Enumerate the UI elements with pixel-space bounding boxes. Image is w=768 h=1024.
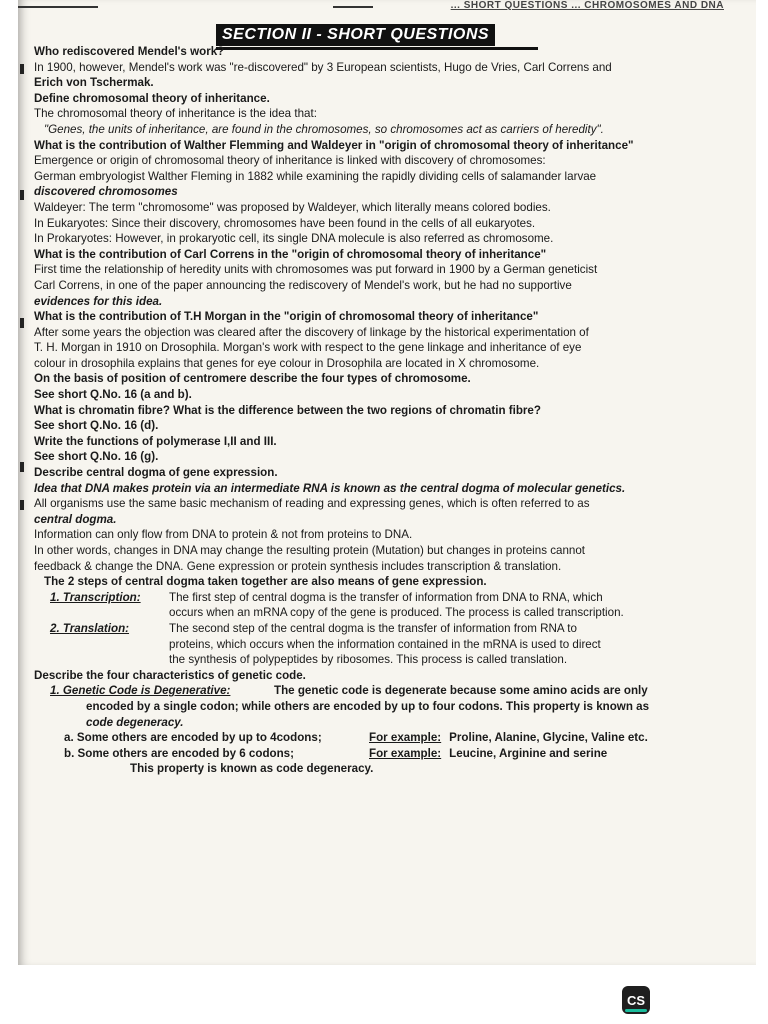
answer-line: German embryologist Walther Fleming in 1882 while examining the rapidly dividing cells of salamander larvae (34, 169, 597, 183)
step-text: The first step of central dogma is the transfer of information from DNA to RNA, which (169, 590, 603, 604)
question: Define chromosomal theory of inheritance. (34, 91, 270, 105)
answer-line: In Eukaryotes: Since their discovery, chromosomes have been found in the cells of all eukaryotes. (34, 216, 536, 230)
margin-mark (20, 64, 24, 74)
step-text: proteins, which occurs when the information contained in the mRNA is used to direct (169, 637, 601, 651)
step-translation (34, 621, 750, 668)
answer-line: In Prokaryotes: However, in prokaryotic cell, its single DNA molecule is also referred as chromosome. (34, 232, 554, 246)
content (34, 44, 750, 777)
answer-line: First time the relationship of heredity units with chromosomes was put forward in 1900 by a German geneticist (34, 263, 598, 277)
question: Write the functions of polymerase I,II and III. (34, 434, 277, 448)
step-label: 2. Translation: (50, 621, 130, 635)
example-text: b. Some others are encoded by 6 codons; (64, 746, 294, 760)
answer-line: T. H. Morgan in 1910 on Drosophila. Morgan's work with respect to the gene linkage and inheritance of eye (34, 341, 582, 355)
question: Describe central dogma of gene expression. (34, 466, 278, 480)
answer-line: Waldeyer: The term "chromosome" was proposed by Waldeyer, which literally means colored bodies. (34, 200, 551, 214)
qa-lines (34, 44, 750, 590)
answer-line: Idea that DNA makes protein via an intermediate RNA is known as the central dogma of molecular genetics. (34, 481, 626, 495)
question: What is chromatin fibre? What is the difference between the two regions of chromatin fibre? (34, 403, 541, 417)
answer-line: In 1900, however, Mendel's work was "re-discovered" by 3 European scientists, Hugo de Vries, Carl Correns and (34, 60, 612, 74)
question: What is the contribution of Walther Flemming and Waldeyer in "origin of chromosomal theory of inheritance" (34, 138, 634, 152)
margin-mark (20, 462, 24, 472)
answer-line: See short Q.No. 16 (a and b). (34, 388, 192, 402)
logo-accent (625, 1009, 647, 1012)
answer-line: Carl Correns, in one of the paper announcing the rediscovery of Mendel's work, but he had no supportive (34, 278, 572, 292)
step-text: the synthesis of polypeptides by ribosomes. This process is called translation. (169, 653, 568, 667)
code-text: code degeneracy. (86, 715, 184, 729)
margin-mark (20, 318, 24, 328)
answer-line: In other words, changes in DNA may change the resulting protein (Mutation) but changes in proteins cannot (34, 544, 586, 557)
section-title: SECTION II - SHORT QUESTIONS (216, 24, 495, 46)
question: What is the contribution of Carl Correns in the "origin of chromosomal theory of inheritance" (34, 247, 547, 261)
step-text: The second step of the central dogma is the transfer of information from RNA to (169, 621, 577, 635)
answer-line: feedback & change the DNA. Gene expression or protein synthesis includes transcription & translation. (34, 559, 562, 573)
example-value: Leucine, Arginine and serine (449, 746, 608, 760)
example-row (34, 730, 750, 746)
scanned-page (18, 0, 756, 965)
answer-line: discovered chromosomes (34, 185, 178, 199)
example-row (34, 746, 750, 762)
question: What is the contribution of T.H Morgan in the "origin of chromosomal theory of inheritance" (34, 310, 539, 324)
answer-line: All organisms use the same basic mechanism of reading and expressing genes, which is often referred to as (34, 497, 590, 511)
question: On the basis of position of centromere describe the four types of chromosome. (34, 372, 471, 386)
answer-line: The 2 steps of central dogma taken together are also means of gene expression. (44, 575, 487, 589)
answer-line: Erich von Tschermak. (34, 76, 154, 90)
answer-line: See short Q.No. 16 (g). (34, 450, 159, 464)
example-text: a. Some others are encoded by up to 4codons; (64, 731, 322, 745)
question: Who rediscovered Mendel's work? (34, 45, 225, 58)
final-line: This property is known as code degeneracy. (130, 762, 374, 776)
running-header: ... SHORT QUESTIONS ... CHROMOSOMES AND DNA (450, 0, 724, 11)
step-label: 1. Transcription: (50, 590, 141, 604)
answer-line: Emergence or origin of chromosomal theory of inheritance is linked with discovery of chromosomes: (34, 154, 546, 168)
code-label: 1. Genetic Code is Degenerative: (50, 684, 231, 698)
code-text: The genetic code is degenerate because some amino acids are only (274, 684, 648, 698)
answer-line: See short Q.No. 16 (d). (34, 419, 159, 433)
example-label: For example: (369, 731, 442, 745)
top-rule-left (18, 6, 98, 8)
margin-mark (20, 500, 24, 510)
answer-line: After some years the objection was cleared after the discovery of linkage by the historical experimentation of (34, 325, 589, 339)
answer-line: The chromosomal theory of inheritance is the idea that: (34, 107, 317, 121)
answer-line: central dogma. (34, 512, 117, 526)
camscanner-logo: CS (622, 986, 650, 1014)
answer-line: "Genes, the units of inheritance, are found in the chromosomes, so chromosomes act as carriers of heredity". (44, 122, 604, 136)
margin-mark (20, 190, 24, 200)
question: Describe the four characteristics of genetic code. (34, 668, 306, 682)
step-text: occurs when an mRNA copy of the gene is produced. The process is called transcription. (169, 606, 624, 620)
answer-line: Information can only flow from DNA to protein & not from proteins to DNA. (34, 528, 413, 542)
top-rule-center (333, 6, 373, 8)
answer-line: evidences for this idea. (34, 294, 163, 308)
example-label: For example: (369, 746, 442, 760)
answer-line: colour in drosophila explains that genes for eye colour in Drosophila are located in X chromosome. (34, 356, 540, 370)
step-transcription (34, 590, 750, 621)
code-text: encoded by a single codon; while others are encoded by up to four codons. This property is known as (86, 699, 650, 713)
example-value: Proline, Alanine, Glycine, Valine etc. (449, 731, 648, 745)
